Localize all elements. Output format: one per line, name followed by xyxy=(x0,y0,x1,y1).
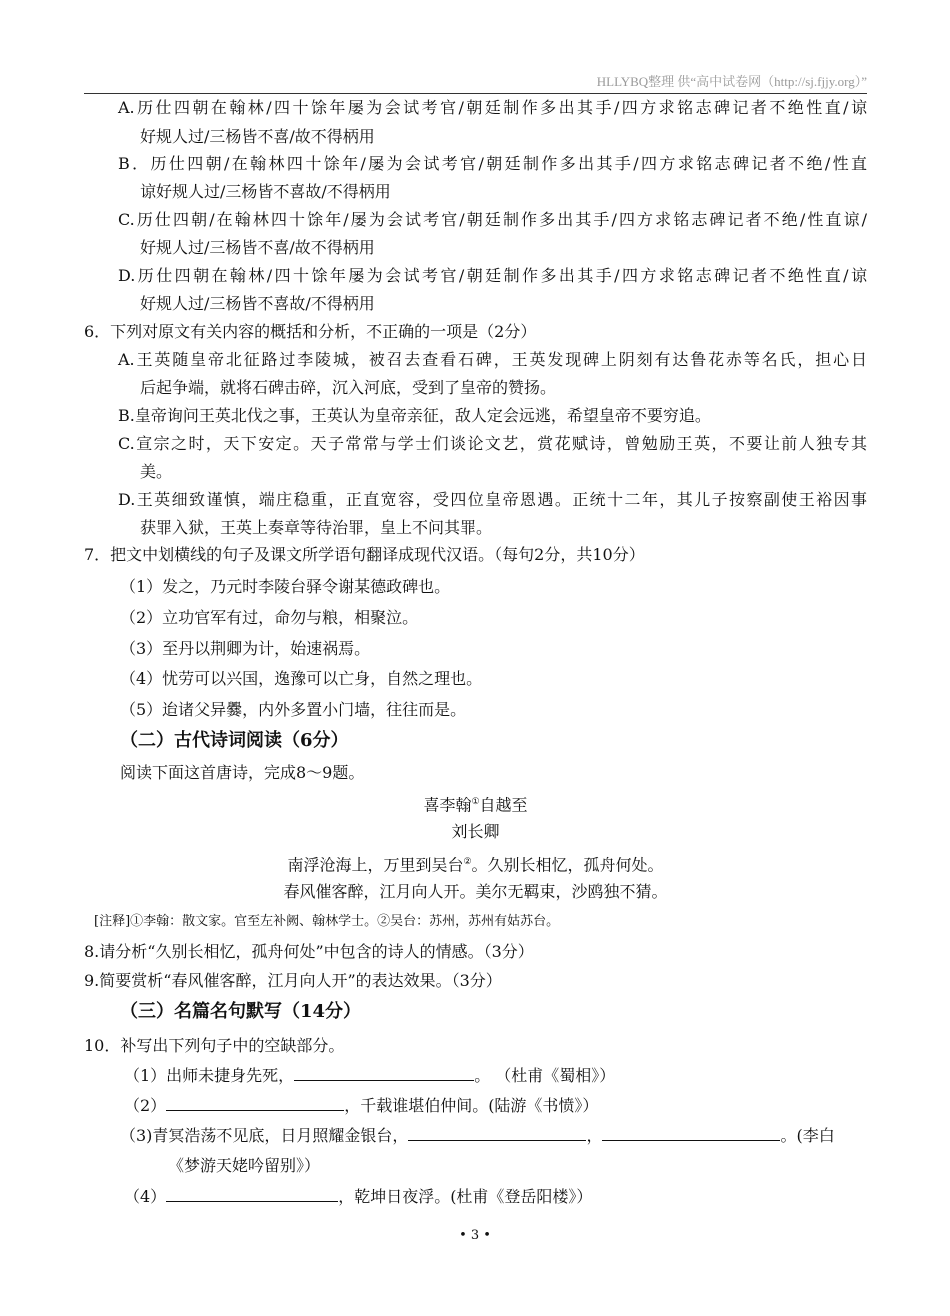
q7-sentence-3: （3）至丹以荆卿为计，始速祸焉。 xyxy=(120,639,371,658)
poem-annotation: [注释]①李翰：散文家。官至左补阙、翰林学士。②吴台：苏州，苏州有姑苏台。 xyxy=(94,914,560,929)
q6-option-c-line1: C.宣宗之时，天下安定。天子常常与学士们谈论文艺，赏花赋诗，曾勉励王英，不要让前人独专其 xyxy=(118,434,867,453)
q6-option-b: B.皇帝询问王英北伐之事，王英认为皇帝亲征，敌人定会远逃，希望皇帝不要穷追。 xyxy=(118,406,711,425)
q10-item-3-line2: 《梦游天姥吟留别》） xyxy=(168,1156,321,1175)
section-3-title: （三）名篇名句默写（14分） xyxy=(120,1001,362,1022)
q5-option-a-line1: A.历仕四朝在翰林/四十馀年屡为会试考官/朝廷制作多出其手/四方求铭志碑记者不绝性直/谅 xyxy=(118,98,867,117)
q6-option-d-line1: D.王英细致谨慎，端庄稳重，正直宽容，受四位皇帝恩遇。正统十二年，其儿子按察副使王裕因事 xyxy=(118,490,867,509)
page-number: • 3 • xyxy=(459,1228,491,1243)
q7-sentence-1: （1）发之，乃元时李陵台驿令谢某德政碑也。 xyxy=(120,577,451,596)
q6-option-a-line2: 后起争端，就将石碑击碎，沉入河底，受到了皇帝的赞扬。 xyxy=(140,378,557,397)
q7-sentence-2: （2）立功官军有过，命勿与粮，相聚泣。 xyxy=(120,608,419,627)
q10-item-2: （2） ，千载谁堪伯仲间。(陆游《书愤》） xyxy=(124,1096,599,1115)
q10-item-1: （1）出师未捷身先死， 。 （杜甫《蜀相》） xyxy=(124,1066,616,1085)
q5-option-b-line1: B．历仕四朝/在翰林四十馀年/屡为会试考官/朝廷制作多出其手/四方求铭志碑记者不绝/性直 xyxy=(118,154,867,173)
q6-option-c-line2: 美。 xyxy=(140,462,173,481)
q7-stem: 7．把文中划横线的句子及课文所学语句翻译成现代汉语。（每句2分，共10分） xyxy=(84,545,645,564)
answer-blank[interactable] xyxy=(408,1126,586,1141)
q10-item-3-line1: （3)青冥浩荡不见底，日月照耀金银台， ， 。(李白 xyxy=(120,1126,835,1145)
q7-sentence-4: （4）忧劳可以兴国，逸豫可以亡身，自然之理也。 xyxy=(120,669,483,688)
q10-item-4: （4） ，乾坤日夜浮。(杜甫《登岳阳楼》） xyxy=(124,1187,593,1206)
section-2-intro: 阅读下面这首唐诗，完成8～9题。 xyxy=(120,763,365,782)
q7-sentence-5: （5）迨诸父异爨，内外多置小门墙，往往而是。 xyxy=(120,700,467,719)
answer-blank[interactable] xyxy=(166,1096,344,1111)
q6-stem: 6．下列对原文有关内容的概括和分析，不正确的一项是（2分） xyxy=(84,322,537,341)
q5-option-d-line2: 好规人过/三杨皆不喜故/不得柄用 xyxy=(140,294,375,313)
q5-option-c-line2: 好规人过/三杨皆不喜/故不得柄用 xyxy=(140,238,375,257)
poem-author: 刘长卿 xyxy=(451,822,500,841)
poem-line-1: 南浮沧海上，万里到吴台②。久别长相忆，孤舟何处。 xyxy=(287,855,664,875)
poem-line-2: 春风催客醉，江月向人开。美尔无羁束，沙鸥独不猜。 xyxy=(283,882,668,901)
poem-title: 喜李翰①自越至 xyxy=(423,795,528,815)
q10-stem: 10．补写出下列句子中的空缺部分。 xyxy=(84,1036,345,1055)
q6-option-a-line1: A.王英随皇帝北征路过李陵城，被召去查看石碑，王英发现碑上阴刻有达鲁花赤等名氏，担心日 xyxy=(118,350,867,369)
section-2-title: （二）古代诗词阅读（6分） xyxy=(120,730,349,751)
q6-option-d-line2: 获罪入狱，王英上奏章等待治罪，皇上不问其罪。 xyxy=(140,518,493,537)
answer-blank[interactable] xyxy=(294,1066,474,1081)
q8-stem: 8.请分析“久别长相忆，孤舟何处”中包含的诗人的情感。（3分） xyxy=(84,942,534,961)
answer-blank[interactable] xyxy=(166,1187,338,1202)
q5-option-c-line1: C.历仕四朝/在翰林四十馀年/屡为会试考官/朝廷制作多出其手/四方求铭志碑记者不绝/性直谅/ xyxy=(118,210,867,229)
header-text: HLLYBQ整理 供“高中试卷网（http://sj.fjjy.org）” xyxy=(596,74,867,89)
q5-option-d-line1: D.历仕四朝在翰林/四十馀年屡为会试考官/朝廷制作多出其手/四方求铭志碑记者不绝性直/谅 xyxy=(118,266,867,285)
answer-blank[interactable] xyxy=(602,1126,780,1141)
q5-option-a-line2: 好规人过/三杨皆不喜/故不得柄用 xyxy=(140,127,375,146)
page-header xyxy=(84,71,867,94)
q5-option-b-line2: 谅好规人过/三杨皆不喜故/不得柄用 xyxy=(140,182,391,201)
q9-stem: 9.简要赏析“春风催客醉，江月向人开”的表达效果。（3分） xyxy=(84,971,502,990)
